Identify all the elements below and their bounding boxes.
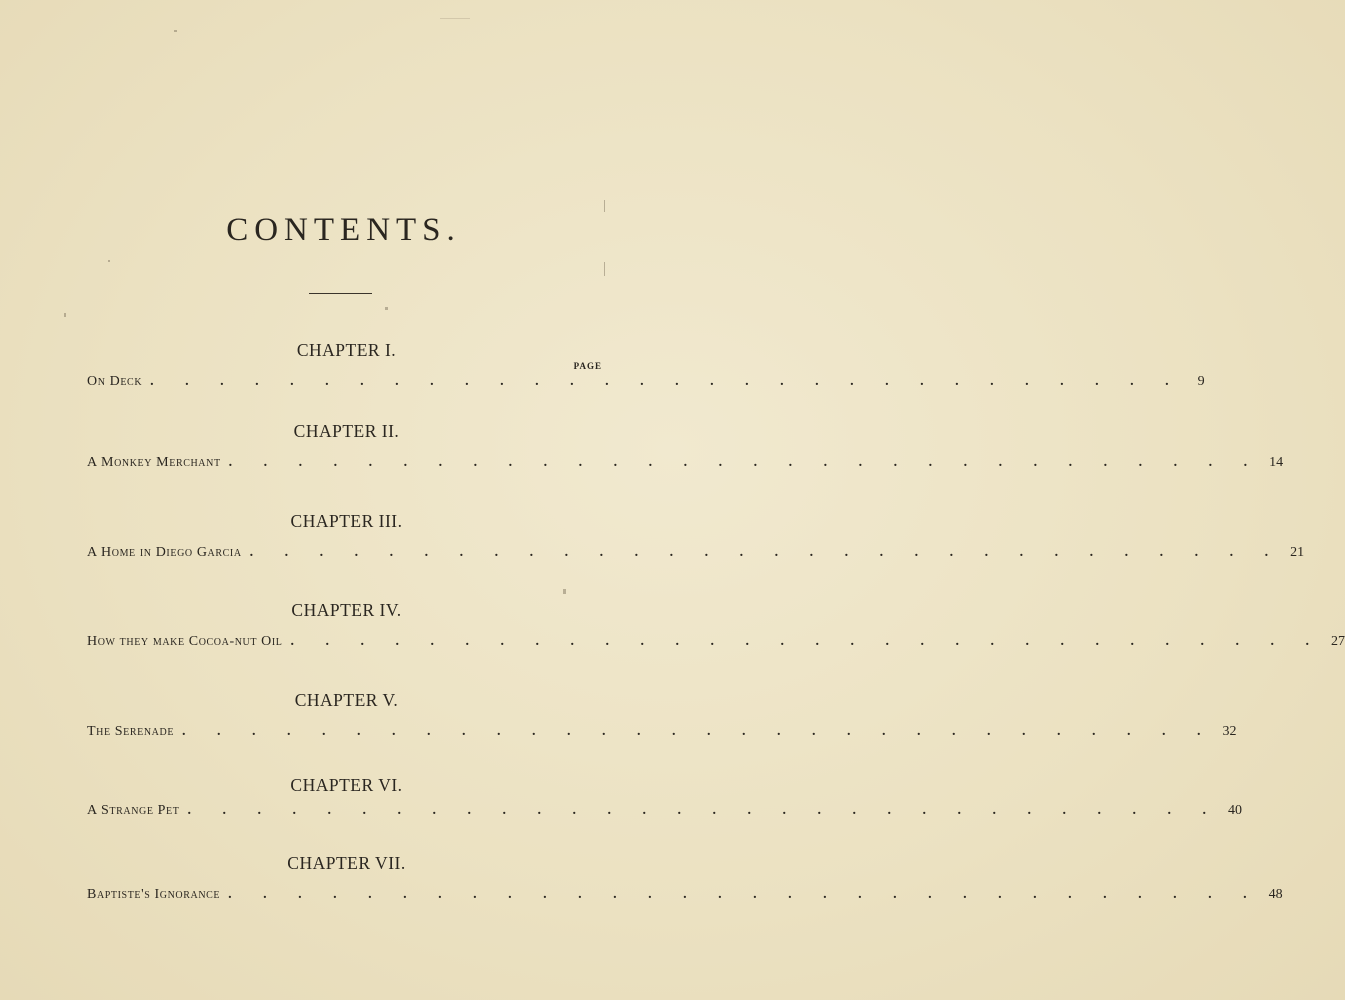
entry-page-number: 21 xyxy=(1290,545,1305,560)
entry-title: A Strange Pet xyxy=(87,803,180,818)
entry-page-number: 32 xyxy=(1222,724,1237,739)
toc-entry[interactable] xyxy=(87,887,1283,909)
entry-page-number: 40 xyxy=(1227,803,1242,818)
entry-title: A Monkey Merchant xyxy=(87,455,221,470)
paper-speck xyxy=(385,307,388,310)
entry-title: A Home in Diego Garcia xyxy=(87,545,242,560)
paper-speck xyxy=(604,262,605,276)
paper-speck xyxy=(563,589,566,594)
entry-page-number: 9 xyxy=(1197,374,1205,389)
dot-leader: . . . . . . . . . . . . . . . . . . . . . . . . . . . . . . xyxy=(187,803,1220,818)
chapter-heading: CHAPTER V. xyxy=(294,690,399,710)
chapter-heading: CHAPTER I. xyxy=(296,340,397,360)
paper-speck xyxy=(108,260,110,262)
entry-title: Baptiste's Ignorance xyxy=(87,887,221,902)
title-rule xyxy=(309,293,372,294)
paper-speck xyxy=(174,30,177,32)
chapter-heading: CHAPTER VII. xyxy=(287,853,406,873)
toc-entry[interactable] xyxy=(87,634,1345,656)
entry-title: On Deck xyxy=(87,374,143,389)
dot-leader: . . . . . . . . . . . . . . . . . . . . . . . . . . . . . . xyxy=(249,545,1283,560)
dot-leader: . . . . . . . . . . . . . . . . . . . . . . . . . . . . . . xyxy=(228,455,1262,470)
dot-leader: . . . . . . . . . . . . . . . . . . . . . . . . . . . . . . xyxy=(150,374,1183,389)
toc-entry[interactable] xyxy=(87,803,1242,825)
paper-speck xyxy=(604,200,605,212)
chapter-heading: CHAPTER III. xyxy=(290,511,403,531)
dot-leader: . . . . . . . . . . . . . . . . . . . . . . . . . . . . . . xyxy=(228,887,1261,902)
page-column-label: PAGE xyxy=(573,361,602,371)
chapter-heading: CHAPTER IV. xyxy=(291,600,402,620)
dot-leader: . . . . . . . . . . . . . . . . . . . . . . . . . . . . . . xyxy=(182,724,1215,739)
chapter-heading: CHAPTER VI. xyxy=(290,775,403,795)
entry-page-number: 14 xyxy=(1269,455,1284,470)
toc-entry[interactable] xyxy=(87,455,1284,477)
paper-speck xyxy=(440,18,470,19)
contents-title: CONTENTS. xyxy=(226,212,461,248)
dot-leader: . . . . . . . . . . . . . . . . . . . . . . . . . . . . . . xyxy=(290,634,1324,649)
entry-page-number: 27 xyxy=(1331,634,1345,649)
entry-title: The Serenade xyxy=(87,724,175,739)
toc-entry[interactable] xyxy=(87,545,1305,567)
entry-page-number: 48 xyxy=(1268,887,1283,902)
paper-speck xyxy=(64,313,66,317)
toc-entry[interactable] xyxy=(87,374,1205,396)
chapter-heading: CHAPTER II. xyxy=(293,421,400,441)
toc-entry[interactable] xyxy=(87,724,1237,746)
entry-title: How they make Cocoa-nut Oil xyxy=(87,634,283,649)
